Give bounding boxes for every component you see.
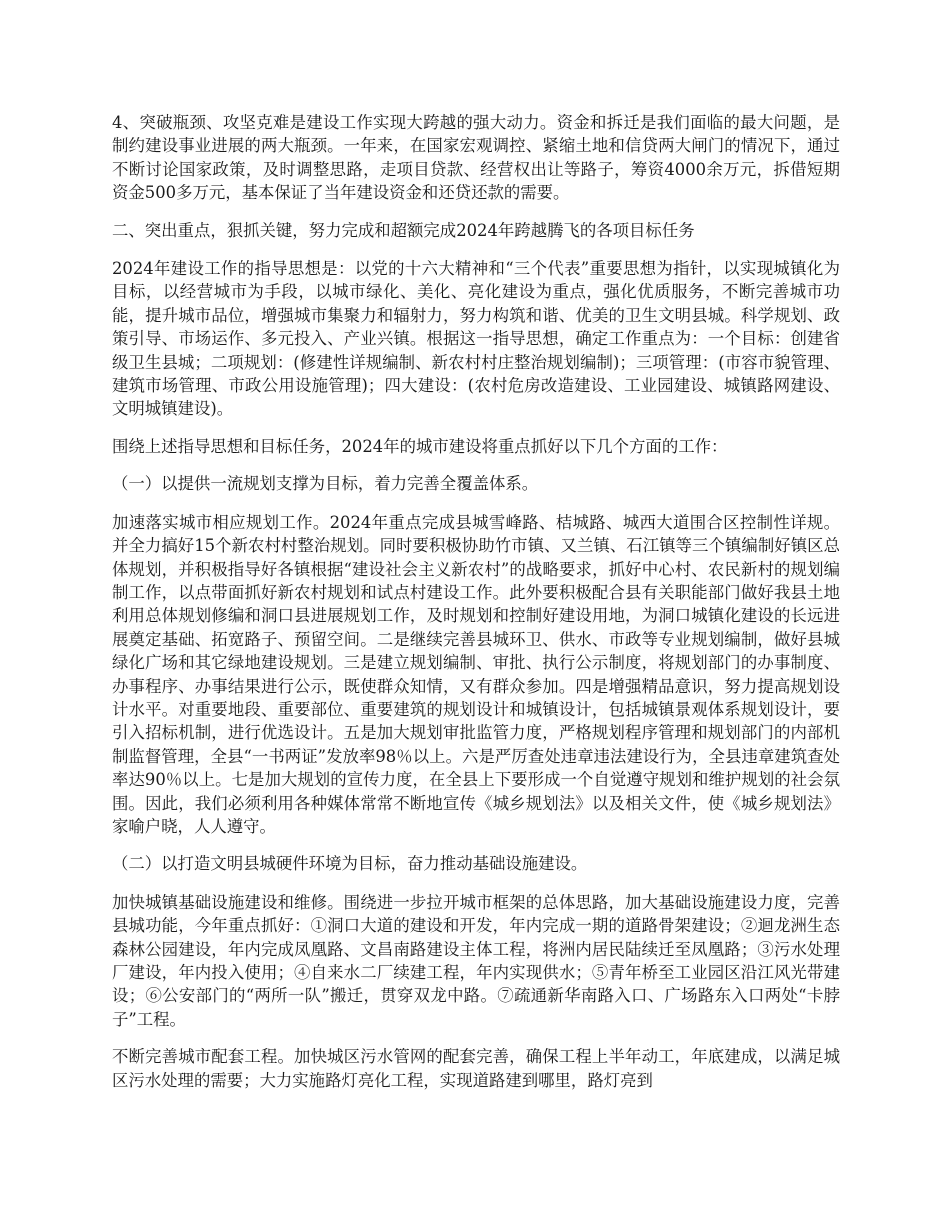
section-heading-two: 二、突出重点，狠抓关键，努力完成和超额完成2024年跨越腾飞的各项目标任务 [112,220,695,240]
paragraph-work-focus-intro: 围绕上述指导思想和目标任务，2024年的城市建设将重点抓好以下几个方面的工作： [112,436,728,456]
paragraph-guiding-ideology: 2024年建设工作的指导思想是：以党的十六大精神和“三个代表”重要思想为指针，以实现城镇化为目标，以经营城市为手段，以城市绿化、美化、亮化建设为重点，强化优质服务，不断完善城市功能，提升城市品位，增强城市集聚力和辐射力，努力构筑和谐、优美的卫生文明县城。科学规划、政策引导、市场运作、多元投入、产业兴镇。根据这一指导思想，确定工作重点为：一个目标：创建省级卫生县城；二项规划：(修建性详规编制、新农村村庄整治规划编制)；三项管理：(市容市貌管理、建筑市场管理、市政公用设施管理)；四大建设：(农村危房改造建设、工业园建设、城镇路网建设、文明城镇建设)。 [112,259,840,419]
subsection-heading-two: （二）以打造文明县城硬件环境为目标，奋力推动基础设施建设。 [112,854,588,874]
subsection-heading-one: （一）以提供一流规划支撑为目标，着力完善全覆盖体系。 [112,474,539,494]
paragraph-infrastructure: 加快城镇基础设施建设和维修。围绕进一步拉开城市框架的总体思路，加大基础设施建设力度，完善县城功能，今年重点抓好：①洞口大道的建设和开发，年内完成一期的道路骨架建设；②迴龙洲生态森林公园建设，年内完成凤凰路、文昌南路建设主体工程，将洲内居民陆续迁至凤凰路；③污水处理厂建设，年内投入使用；④自来水二厂续建工程，年内实现供水；⑤青年桥至工业园区沿江风光带建设；⑥公安部门的“两所一队”搬迁，贯穿双龙中路。⑦疏通新华南路入口、广场路东入口两处“卡脖子”工程。 [112,892,840,1029]
paragraph-supporting-works: 不断完善城市配套工程。加快城区污水管网的配套完善，确保工程上半年动工，年底建成，以满足城区污水处理的需要；大力实施路灯亮化工程，实现道路建到哪里，路灯亮到 [112,1047,840,1090]
paragraph-planning-work: 加速落实城市相应规划工作。2024年重点完成县城雪峰路、桔城路、城西大道围合区控制性详规。并全力搞好15个新农村村整治规划。同时要积极协助竹市镇、又兰镇、石江镇等三个镇编制好镇区总体规划，并积极指导好各镇根据“建设社会主义新农村”的战略要求，抓好中心村、农民新村的规划编制工作，以点带面抓好新农村规划和试点村建设工作。此外要积极配合县有关职能部门做好我县土地利用总体规划修编和洞口县进展规划工作，及时规划和控制好建设用地，为洞口城镇化建设的长远进展奠定基础、拓宽路子、预留空间。二是继续完善县城环卫、供水、市政等专业规划编制，做好县城绿化广场和其它绿地建设规划。三是建立规划编制、审批、执行公示制度，将规划部门的办事制度、办事程序、办事结果进行公示，既使群众知情，又有群众参加。四是增强精品意识，努力提高规划设计水平。对重要地段、重要部位、重要建筑的规划设计和城镇设计，包括城镇景观体系规划设计，要引入招标机制，进行优选设计。五是加大规划审批监管力度，严格规划程序管理和规划部门的内部机制监督管理，全县“一书两证”发放率98％以上。六是严厉查处违章违法建设行为，全县违章建筑查处率达90％以上。七是加大规划的宣传力度，在全县上下要形成一个自觉遵守规划和维护规划的社会氛围。因此，我们必须利用各种媒体常常不断地宣传《城乡规划法》以及相关文件，使《城乡规划法》家喻户晓，人人遵守。 [112,512,840,836]
document-page [112,111,840,1106]
paragraph-breakthrough-bottlenecks: 4、突破瓶颈、攻坚克难是建设工作实现大跨越的强大动力。资金和拆迁是我们面临的最大问题，是制约建设事业进展的两大瓶颈。一年来，在国家宏观调控、紧缩土地和信贷两大闸门的情况下，通过不断讨论国家政策，及时调整思路，走项目贷款、经营权出让等路子，筹资4000余万元，拆借短期资金500多万元，基本保证了当年建设资金和还贷还款的需要。 [112,113,840,203]
